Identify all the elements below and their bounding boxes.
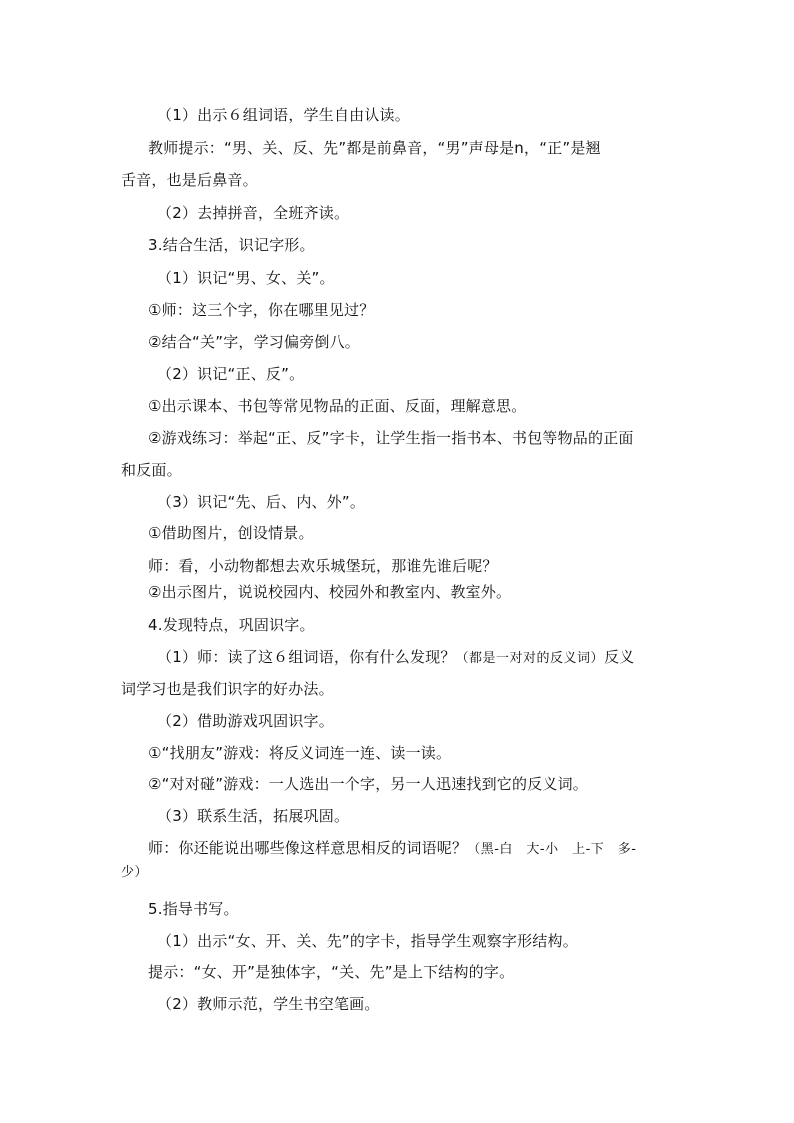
text-line: ①师：这三个字，你在哪里见过？ [148,301,375,319]
text-line: ②结合“关”字，学习偏旁倒八。 [148,333,360,351]
text-segment: 反义 [604,648,635,666]
text-line: （1）识记“男、女、关”。 [157,269,335,287]
text-line: （3）识记“先、后、内、外”。 [157,493,366,511]
text-line: ②出示图片，说说校园内、校园外和教室内、教室外。 [148,583,512,601]
annotation-text: 少） [121,865,149,880]
text-line: ②游戏练习：举起“正、反”字卡，让学生指一指书本、书包等物品的正面 [148,429,634,447]
text-line: 和反面。 [121,461,182,479]
text-line [157,647,634,669]
section-heading: 5.指导书写。 [148,900,239,918]
text-line: ①“找朋友”游戏：将反义词连一连、读一读。 [148,744,452,762]
annotation-text: （黑-白 大-小 上-下 多- [467,842,637,857]
text-line: 舌音，也是后鼻音。 [121,171,258,189]
text-line: （2）教师示范，学生书空笔画。 [157,995,380,1013]
text-segment: （1）师：读了这６组词语，你有什么发现？ [157,648,456,666]
text-line: 词学习也是我们识字的好办法。 [121,680,334,698]
text-line: 提示：“女、开”是独体字，“关、先”是上下结构的字。 [148,963,515,981]
section-heading: 4.发现特点，巩固识字。 [148,616,315,634]
text-line: （3）联系生活，拓展巩固。 [157,807,350,825]
text-line: （2）识记“正、反”。 [157,365,305,383]
section-heading: 3.结合生活，识记字形。 [148,236,315,254]
text-line: （1）出示６组词语，学生自由认读。 [157,106,410,124]
text-line: ①借助图片，创设情景。 [148,524,314,542]
text-segment: 师：你还能说出哪些像这样意思相反的词语呢？ [148,839,468,857]
text-line [148,838,636,860]
text-line: 教师提示：“男、关、反、先”都是前鼻音，“男”声母是n，“正”是翘 [148,139,601,157]
text-line: （1）出示“女、开、关、先”的字卡，指导学生观察字形结构。 [157,932,578,950]
text-line: （2）借助游戏巩固识字。 [157,712,334,730]
text-line: （2）去掉拼音，全班齐读。 [157,204,350,222]
text-line: 师：看，小动物都想去欢乐城堡玩，那谁先谁后呢？ [148,557,498,575]
text-line: ①出示课本、书包等常见物品的正面、反面，理解意思。 [148,397,527,415]
text-line: ②“对对碰”游戏：一人选出一个字，另一人迅速找到它的反义词。 [148,775,588,793]
annotation-text: （都是一对对的反义词） [455,651,605,666]
